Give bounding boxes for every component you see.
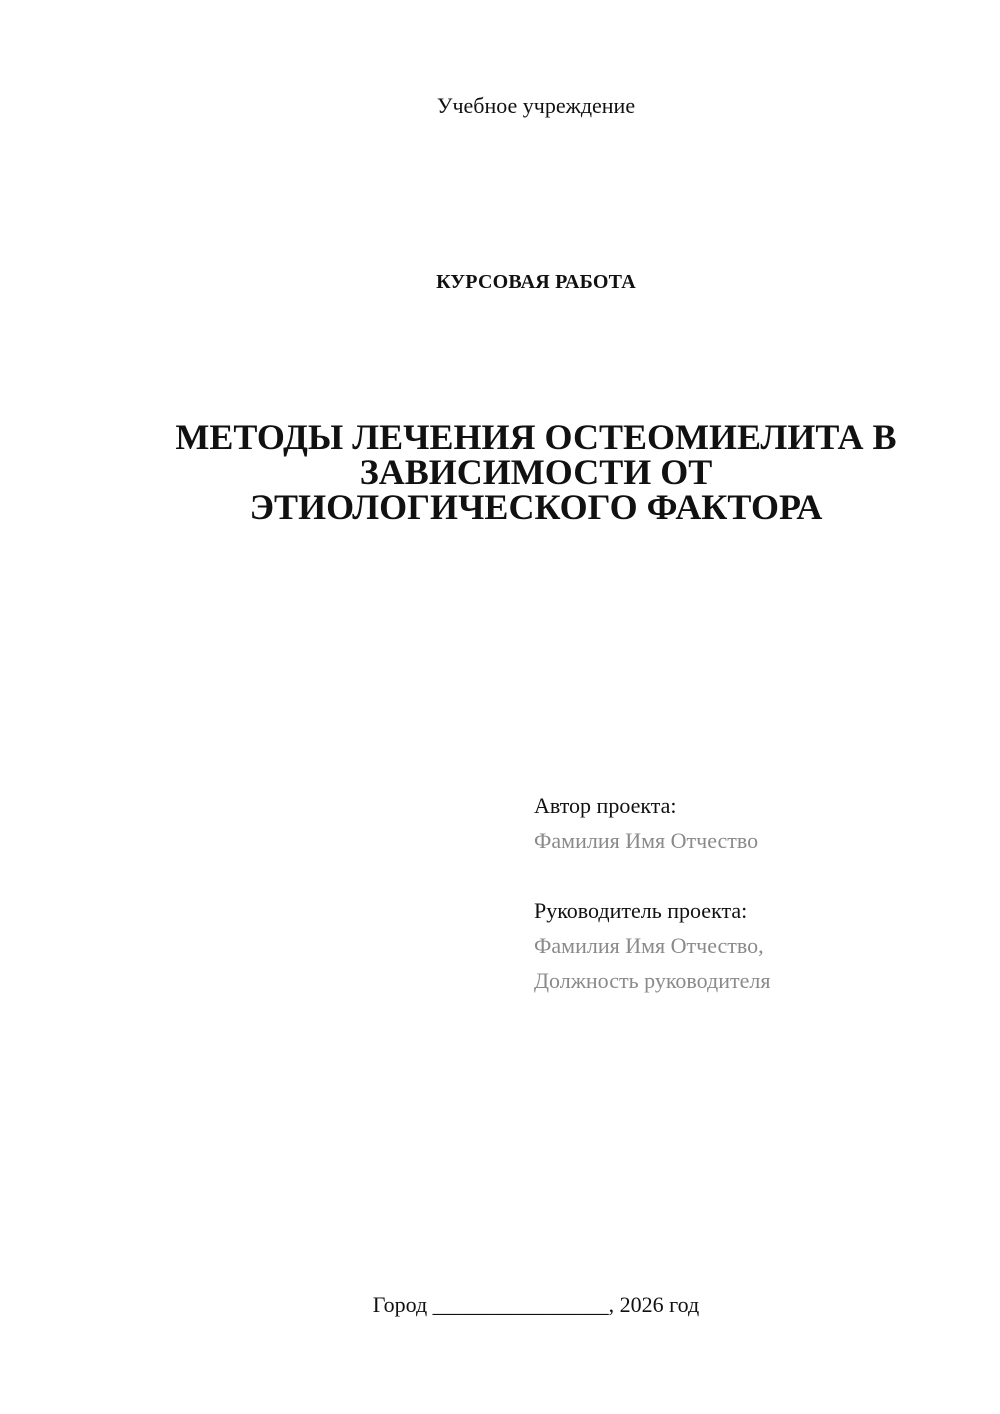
- title-line-2: ЗАВИСИМОСТИ ОТ: [359, 452, 713, 492]
- title-line-3: ЭТИОЛОГИЧЕСКОГО ФАКТОРА: [249, 487, 823, 527]
- institution-name: Учебное учреждение: [436, 93, 636, 118]
- supervisor-position-placeholder: Должность руководителя: [534, 968, 771, 993]
- work-type-heading: КУРСОВАЯ РАБОТА: [436, 271, 636, 293]
- credits-block: [534, 788, 974, 998]
- city-year-footer: Город ________________, 2026 год: [372, 1292, 700, 1317]
- author-label: Автор проекта:: [534, 793, 677, 818]
- title-line-1: МЕТОДЫ ЛЕЧЕНИЯ ОСТЕОМИЕЛИТА В: [175, 417, 897, 457]
- author-name-placeholder: Фамилия Имя Отчество: [534, 828, 759, 853]
- credits-spacer: [534, 858, 974, 893]
- supervisor-label: Руководитель проекта:: [534, 898, 748, 923]
- supervisor-name-placeholder: Фамилия Имя Отчество,: [534, 933, 764, 958]
- document-title: [130, 417, 942, 527]
